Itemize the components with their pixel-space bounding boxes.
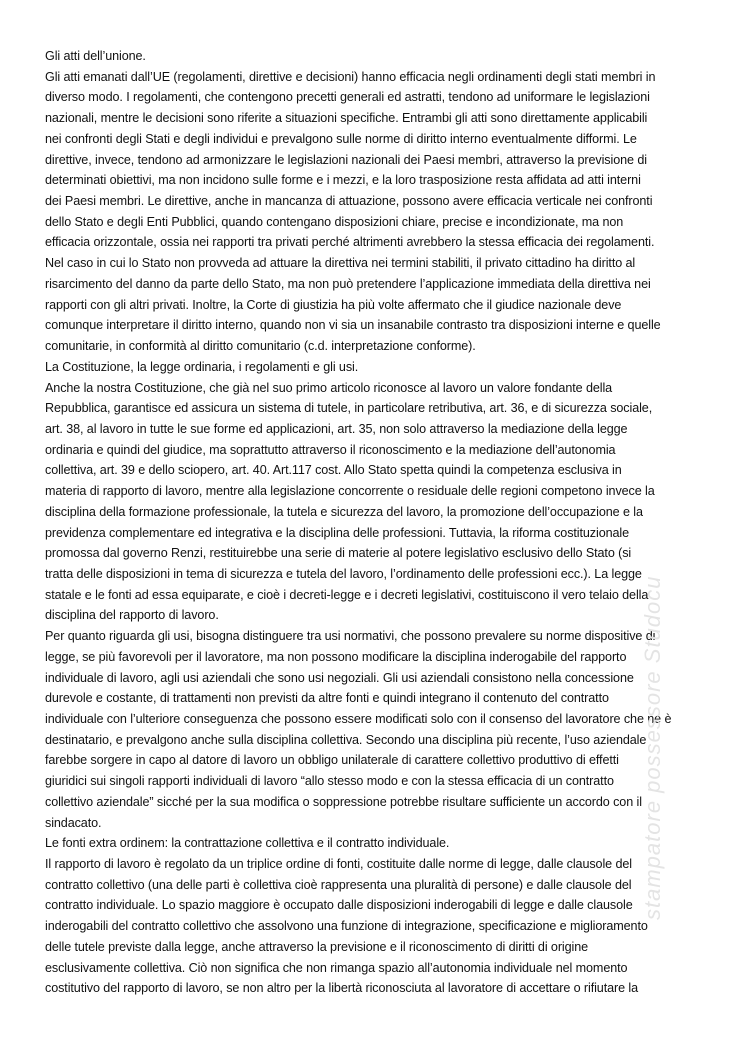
text-line: comunitarie, in conformità al diritto comunitario (c.d. interpretazione conforme). [45,339,476,354]
text-line: Il rapporto di lavoro è regolato da un triplice ordine di fonti, costituite dalle norme di legge, dalle clausole del [45,857,632,872]
text-line: dello Stato e degli Enti Pubblici, quando contengano disposizioni chiare, precise e incondizionate, ma non [45,214,624,229]
text-line: inderogabili del contratto collettivo che assolvono una funzione di integrazione, specificazione e miglioramento [45,919,648,934]
text-line: legge, se più favorevoli per il lavoratore, ma non possono modificare la disciplina inderogabile del rapporto [45,649,627,664]
text-line: art. 38, al lavoro in tutte le sue forme ed applicazioni, art. 35, non solo attraverso la mediazione della legge [45,421,628,436]
text-line: risarcimento del danno da parte dello Stato, ma non può pretendere l’applicazione immediata della direttiva nei [45,276,651,291]
text-line: nei confronti degli Stati e degli individui e prevalgono sulle norme di diritto interno eventualmente difformi. Le [45,131,637,146]
text-line: rapporti con gli altri privati. Inoltre, la Corte di giustizia ha più volte affermato che il giudice nazionale deve [45,297,622,312]
text-line: durevole e costante, di trattamenti non previsti da altre fonti e quindi integrano il contenuto del contratto [45,691,609,706]
text-line: collettivo aziendale” sicché per la sua modifica o soppressione potrebbe risultare sufficiente un accordo con il [45,794,642,809]
text-line: collettiva, art. 39 e dello sciopero, art. 40. Art.117 cost. Allo Stato spetta quindi la competenza esclusiva in [45,463,622,478]
text-line: destinatario, e prevalgono anche sulla disciplina collettiva. Secondo una disciplina più recente, l’uso aziendale [45,732,647,747]
text-line: determinati obiettivi, ma non incidono sulle forme e i mezzi, e la loro trasposizione resta affidata ad atti interni [45,173,641,188]
text-line: efficacia orizzontale, ossia nei rapporti tra privati perché altrimenti avrebbero la stessa efficacia dei regolamenti. [45,235,655,250]
text-line: previdenza complementare ed integrativa e la disciplina delle professioni. Tuttavia, la riforma costituzionale [45,525,630,540]
text-line: Per quanto riguarda gli usi, bisogna distinguere tra usi normativi, che possono prevalere su norme dispositive di [45,629,656,644]
text-line: Anche la nostra Costituzione, che già nel suo primo articolo riconosce al lavoro un valore fondante della [45,380,613,395]
text-line: giuridici sui singoli rapporti individuali di lavoro “allo stesso modo e con la stessa efficacia di un contratto [45,774,614,789]
document-body [45,46,705,999]
text-line: sindacato. [45,815,102,830]
text-line: Nel caso in cui lo Stato non provveda ad attuare la direttiva nei termini stabiliti, il privato cittadino ha diritto al [45,256,636,271]
text-line: contratto individuale. Lo spazio maggiore è occupato dalle disposizioni inderogabili di legge e dalle clausole [45,898,633,913]
text-line: dei Paesi membri. Le direttive, anche in mancanza di attuazione, possono avere efficacia verticale nei confronti [45,194,653,209]
text-line: comunque interpretare il diritto interno, quando non vi sia un insanabile contrasto tra disposizioni interne e quelle [45,318,661,333]
text-line: Gli atti dell’unione. [45,49,146,63]
watermark: stampatore possessore Studocu [640,575,665,920]
text-line: Gli atti emanati dall’UE (regolamenti, direttive e decisioni) hanno efficacia negli ordinamenti degli stati membri in [45,69,656,84]
text-line: ordinaria e quindi del giudice, ma soprattutto attraverso il riconoscimento e la mediazione dell’autonomia [45,442,616,457]
text-line: materia di rapporto di lavoro, mentre alla legislazione concorrente o residuale delle regioni competono invece la [45,484,655,499]
text-line: disciplina del rapporto di lavoro. [45,608,219,623]
text-line: individuale di lavoro, agli usi aziendali che sono usi negoziali. Gli usi aziendali consistono nella concessione [45,670,634,685]
text-line: delle tutele previste dalla legge, anche attraverso la previsione e il riconoscimento di diritti di origine [45,939,589,954]
text-line: contratto collettivo (una delle parti è collettiva cioè rappresenta una pluralità di persone) e dalle clausole del [45,877,632,892]
text-line: statale e le fonti ad essa equiparate, e cioè i decreti-legge e i decreti legislativi, costituiscono il vero telaio della [45,587,649,602]
text-line: La Costituzione, la legge ordinaria, i regolamenti e gli usi. [45,359,359,374]
text-line: Le fonti extra ordinem: la contrattazione collettiva e il contratto individuale. [45,836,450,851]
text-line: promossa dal governo Renzi, restituirebbe una serie di materie al potere legislativo esclusivo dello Stato (si [45,546,632,561]
text-line: esclusivamente collettiva. Ciò non significa che non rimanga spazio all’autonomia individuale nel momento [45,960,628,975]
text-line: diverso modo. I regolamenti, che contengono precetti generali ed astratti, tendono ad uniformare le legislazioni [45,90,650,105]
text-line: Repubblica, garantisce ed assicura un sistema di tutele, in particolare retributiva, art. 36, e di sicurezza sociale, [45,401,653,416]
text-line: nazionali, mentre le decisioni sono riferite a situazioni specifiche. Entrambi gli atti sono direttamente applicabili [45,111,648,126]
text-line: farebbe sorgere in capo al datore di lavoro un obbligo unilaterale di carattere collettivo produttivo di effetti [45,753,619,768]
text-line: disciplina della formazione professionale, la tutela e sicurezza del lavoro, la promozione dell’occupazione e la [45,504,643,519]
text-line: individuale con l’ulteriore conseguenza che possono essere modificati solo con il consenso del lavoratore che ne è [45,712,672,726]
text-line: tratta delle disposizioni in tema di sicurezza e tutela del lavoro, l’ordinamento delle professioni ecc.). La legge [45,566,642,581]
text-line: direttive, invece, tendono ad armonizzare le legislazioni nazionali dei Paesi membri, attraverso la previsione di [45,152,647,167]
text-line: costitutivo del rapporto di lavoro, se non altro per la libertà riconosciuta al lavoratore di accettare o rifiutare la [45,981,639,996]
